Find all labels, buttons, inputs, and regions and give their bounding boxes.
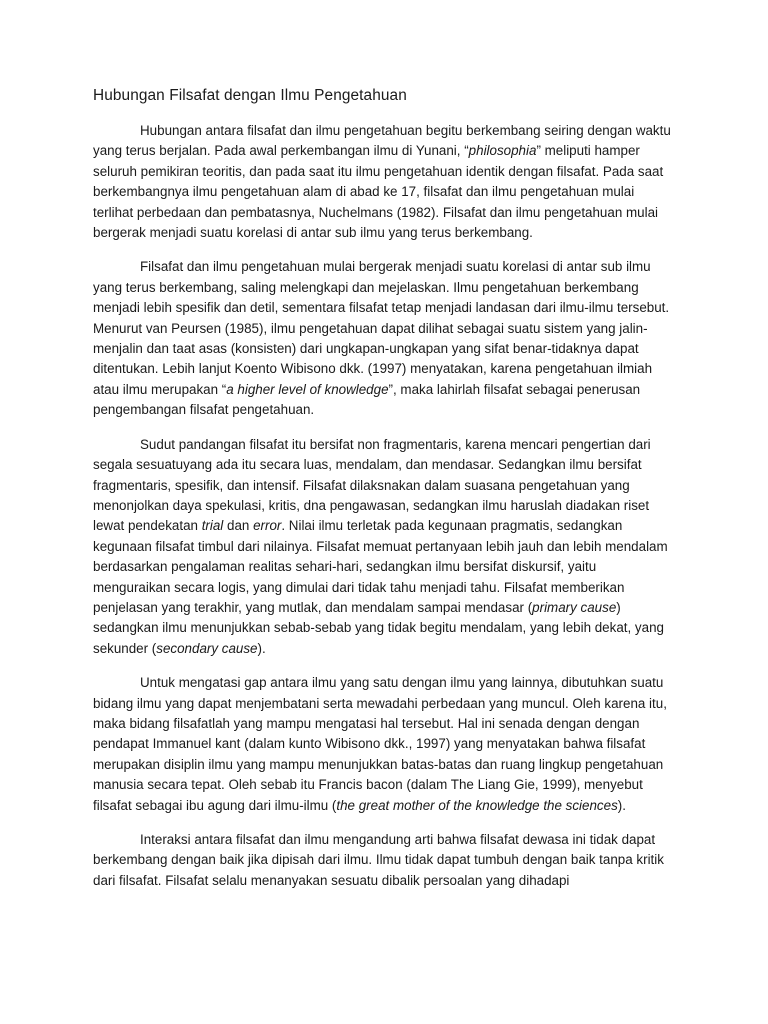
italic-term: philosophia [468,143,537,159]
italic-term: the great mother of the knowledge the sciences [336,797,618,813]
text-run: ) sedangkan ilmu menunjukkan sebab-sebab yang tidak begitu mendalam, yang lebih dekat, yang sekunder ( [93,599,664,656]
text-run: ). [257,640,266,656]
paragraph [93,121,677,243]
paragraph [93,257,677,420]
document-body [93,86,677,891]
text-run: ). [617,797,626,813]
italic-term: a higher level of knowledge [226,381,389,397]
text-run: Filsafat dan ilmu pengetahuan mulai bergerak menjadi suatu korelasi di antar sub ilmu yang terus berkembang, saling melengkapi dan mejelaskan. Ilmu pengetahuan berkembang menjadi lebih spesifik dan detil, sementara filsafat tetap menjadi landasan dari ilmu-ilmu tersebut. Menurut van Peursen (1985), ilmu pengetahuan dapat dilihat sebagai suatu sistem yang jalin-menjalin dan taat asas (konsisten) dari ungkapan-ungkapan yang sifat benar-tidaknya dapat ditentukan. Lebih lanjut Koento Wibisono dkk. (1997) menyatakan, karena pengetahuan ilmiah atau ilmu merupakan “ [93,259,670,397]
paragraph [93,830,677,891]
text-run: Untuk mengatasi gap antara ilmu yang satu dengan ilmu yang lainnya, dibutuhkan suatu bidang ilmu yang dapat menjembatani serta mewadahi perbedaan yang muncul. Oleh karena itu, maka bidang filsafatlah yang mampu mengatasi hal tersebut. Hal ini senada dengan dengan pendapat Immanuel kant (dalam kunto Wibisono dkk., 1997) yang menyatakan bahwa filsafat merupakan disiplin ilmu yang mampu menunjukkan batas-batas dan ruang lingkup pengetahuan manusia secara tepat. Oleh sebab itu Francis bacon (dalam The Liang Gie, 1999), menyebut filsafat sebagai ibu agung dari ilmu-ilmu ( [93,675,667,813]
italic-term: trial [201,518,224,534]
text-run: Hubungan antara filsafat dan ilmu pengetahuan begitu berkembang seiring dengan waktu yang terus berjalan. Pada awal perkembangan ilmu di Yunani, “ [93,123,671,159]
paragraph [93,435,677,659]
italic-term: error [253,518,282,534]
text-run: dan [223,518,254,534]
paragraph-list [93,121,677,891]
italic-term: primary cause [532,599,617,615]
paragraph [93,673,677,816]
text-run: Sudut pandangan filsafat itu bersifat non fragmentaris, karena mencari pengertian dari segala sesuatuyang ada itu secara luas, mendalam, dan mendasar. Sedangkan ilmu bersifat fragmentaris, spesifik, dan intensif. Filsafat dilaksnakan dalam suasana pengetahuan yang menonjolkan daya spekulasi, kritis, dna pengawasan, sedangkan ilmu haruslah diadakan riset lewat pendekatan [93,436,651,534]
text-run: Interaksi antara filsafat dan ilmu mengandung arti bahwa filsafat dewasa ini tidak dapat berkembang dengan baik jika dipisah dari ilmu. Ilmu tidak dapat tumbuh dengan baik tanpa kritik dari filsafat. Filsafat selalu menanyakan sesuatu dibalik persoalan yang dihadapi [93,832,664,888]
text-run: . Nilai ilmu terletak pada kegunaan pragmatis, sedangkan kegunaan filsafat timbul dari nilainya. Filsafat memuat pertanyaan lebih jauh dan lebih mendalam berdasarkan pengalaman realitas sehari-hari, sedangkan ilmu bersifat diskursif, yaitu menguraikan secara logis, yang dimulai dari tidak tahu menjadi tahu. Filsafat memberikan penjelasan yang terakhir, yang mutlak, dan mendalam sampai mendasar ( [93,518,668,615]
italic-term: secondary cause [156,640,258,656]
document-title: Hubungan Filsafat dengan Ilmu Pengetahuan [93,87,407,104]
text-run: ” meliputi hamper seluruh pemikiran teoritis, dan pada saat itu ilmu pengetahuan identik dengan filsafat. Pada saat berkembangnya ilmu pengetahuan alam di abad ke 17, filsafat dan ilmu pengetahuan mulai terlihat perbedaan dan pembatasnya, Nuchelmans (1982). Filsafat dan ilmu pengetahuan mulai bergerak menjadi suatu korelasi di antar sub ilmu yang terus berkembang. [93,143,664,241]
text-run: ”, maka lahirlah filsafat sebagai penerusan pengembangan filsafat pengetahuan. [93,381,641,418]
